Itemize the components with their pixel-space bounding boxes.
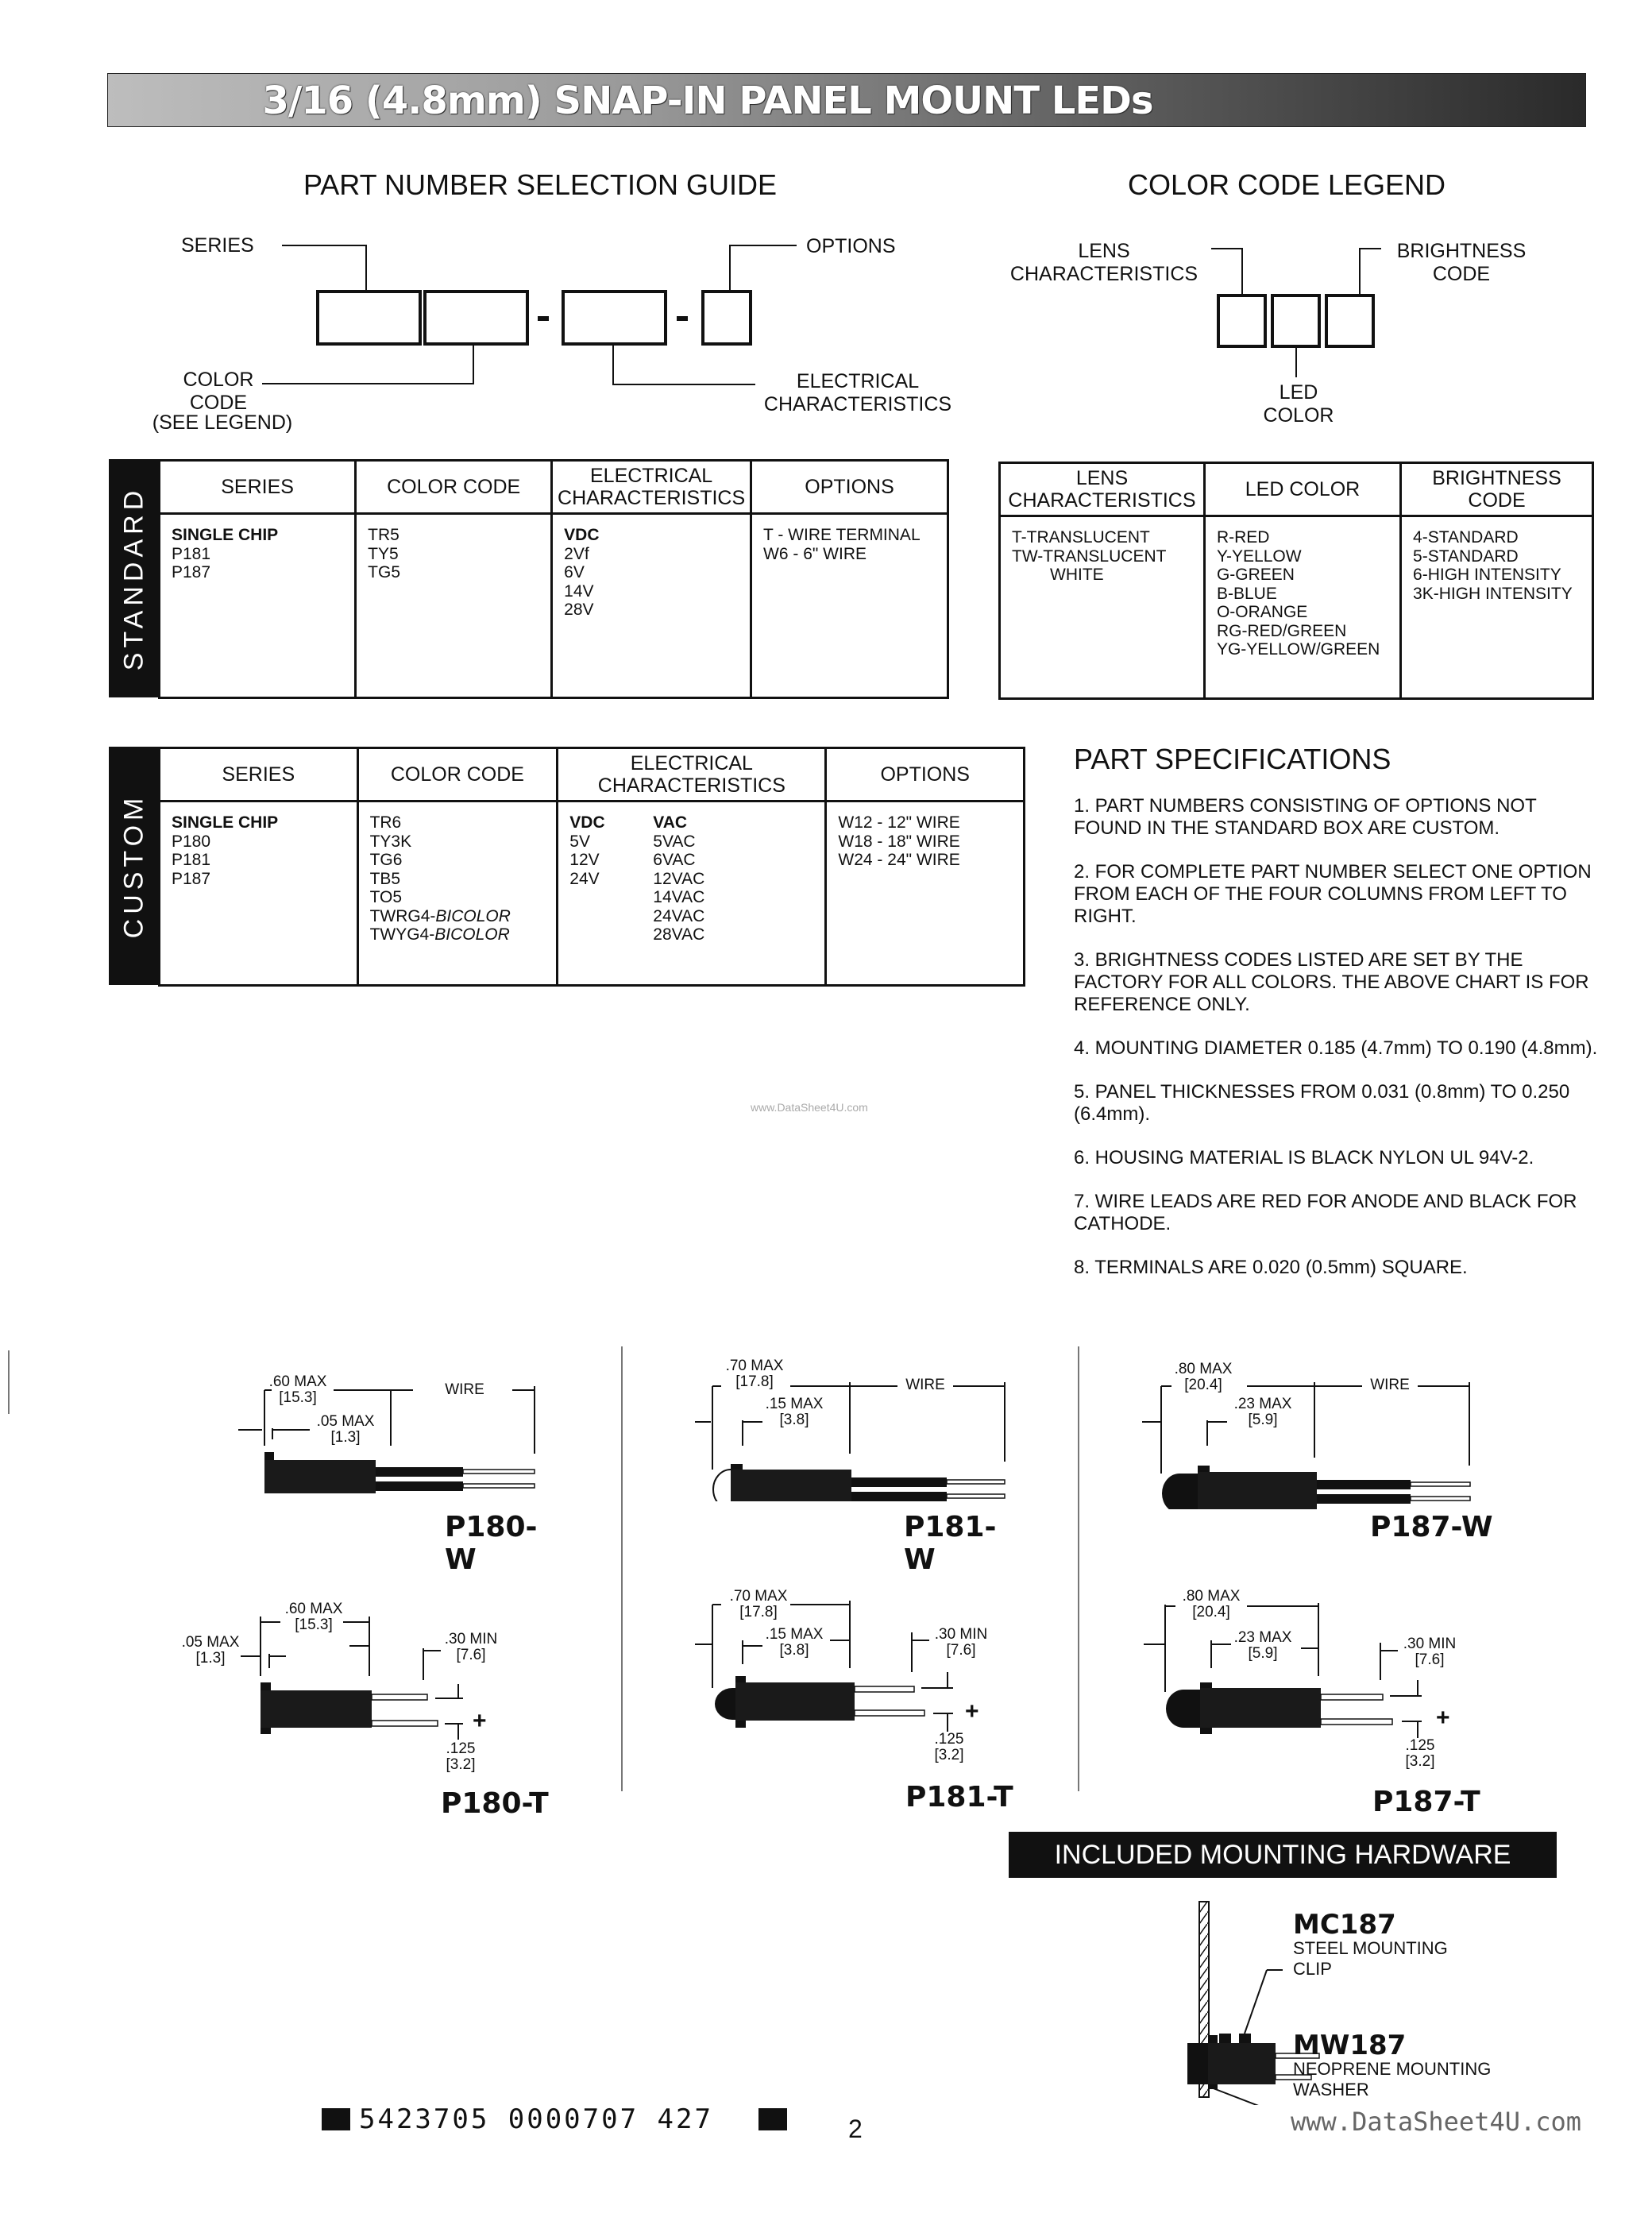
custom-table xyxy=(158,747,1025,987)
label-lens: LENS CHARACTERISTICS xyxy=(1009,240,1198,285)
drawing-p180-w: .60 MAX [15.3] .05 MAX [1.3] WIRE P180-W xyxy=(183,1366,556,1549)
series-cell: SINGLE CHIP P181 P187 xyxy=(160,514,356,698)
label-series: SERIES xyxy=(181,234,254,257)
label-brightness: BRIGHTNESS CODE xyxy=(1396,240,1527,285)
electrical-cell xyxy=(558,801,826,986)
leader-line xyxy=(262,383,474,384)
spec-item: 4. MOUNTING DIAMETER 0.185 (4.7mm) TO 0.190 (4.8mm). xyxy=(1074,1037,1598,1059)
leader-line xyxy=(282,245,365,246)
page-title: 3/16 (4.8mm) SNAP-IN PANEL MOUNT LEDs xyxy=(262,79,1153,123)
barcode-block-right xyxy=(758,2108,787,2130)
brightness-box xyxy=(1325,294,1375,348)
color-code-cell: TR6 TY3K TG6 TB5 TO5 TWRG4-BICOLOR TWYG4-BICOLOR xyxy=(357,801,558,986)
color-code-box xyxy=(423,290,529,346)
led-color-cell: R-RED Y-YELLOW G-GREEN B-BLUE O-ORANGE RG-RED/GREEN YG-YELLOW/GREEN xyxy=(1204,516,1400,699)
series-cell: SINGLE CHIP P180 P181 P187 xyxy=(160,801,358,986)
mounting-hardware-title: INCLUDED MOUNTING HARDWARE xyxy=(1009,1832,1557,1878)
leader-line xyxy=(612,384,755,385)
polarity-plus: + xyxy=(1436,1705,1450,1731)
options-box xyxy=(701,290,752,346)
model-label: P187-W xyxy=(1370,1511,1493,1543)
model-label: P180-W xyxy=(445,1511,538,1576)
model-label: P181-W xyxy=(904,1511,997,1576)
spec-item: 5. PANEL THICKNESSES FROM 0.031 (0.8mm) TO 0.250 (6.4mm). xyxy=(1074,1081,1570,1125)
leader-line xyxy=(1359,248,1381,249)
mounting-hardware-diagram xyxy=(1144,1891,1604,2105)
spec-item: 8. TERMINALS ARE 0.020 (0.5mm) SQUARE. xyxy=(1074,1257,1468,1278)
model-label: P181-T xyxy=(905,1781,1013,1813)
options-cell: W12 - 12" WIRE W18 - 18" WIRE W24 - 24" WIRE xyxy=(826,801,1025,986)
standard-table xyxy=(158,459,949,699)
led-p180-t-drawing-icon xyxy=(171,1589,600,1771)
leader-line xyxy=(612,344,614,385)
series-box xyxy=(316,290,422,346)
header-brightness: BRIGHTNESS CODE xyxy=(1401,463,1593,516)
barcode-block-left xyxy=(322,2108,350,2130)
header-color-code: COLOR CODE xyxy=(356,461,552,514)
label-led-color: LED COLOR xyxy=(1263,381,1334,427)
electrical-box xyxy=(562,290,667,346)
page-number: 2 xyxy=(848,2115,863,2143)
electrical-cell: VDC 2Vf 6V 14V 28V xyxy=(552,514,751,698)
header-series: SERIES xyxy=(160,748,358,801)
legend-table xyxy=(998,462,1594,700)
drawing-p187-w: .80 MAX [20.4] .23 MAX [5.9] WIRE P187-W xyxy=(1120,1358,1493,1549)
mounting-washer: MW187 NEOPRENE MOUNTING WASHER xyxy=(1293,2030,1492,2099)
custom-side-label: CUSTOM xyxy=(109,747,160,985)
lens-cell: T-TRANSLUCENT TW-TRANSLUCENT WHITE xyxy=(1000,516,1205,699)
header-options: OPTIONS xyxy=(751,461,948,514)
leader-line xyxy=(473,344,474,384)
spec-item: 6. HOUSING MATERIAL IS BLACK NYLON UL 94V-2. xyxy=(1074,1147,1534,1168)
color-code-cell: TR5 TY5 TG5 xyxy=(356,514,552,698)
spec-item: 1. PART NUMBERS CONSISTING OF OPTIONS NOT FOUND IN THE STANDARD BOX ARE CUSTOM. xyxy=(1074,795,1537,839)
brightness-cell: 4-STANDARD 5-STANDARD 6-HIGH INTENSITY 3K-HIGH INTENSITY xyxy=(1401,516,1593,699)
watermark-small: www.DataSheet4U.com xyxy=(751,1101,868,1114)
options-cell: T - WIRE TERMINAL W6 - 6" WIRE xyxy=(751,514,948,698)
label-see-legend: (SEE LEGEND) xyxy=(152,411,293,434)
polarity-plus: + xyxy=(473,1708,487,1734)
header-led-color: LED COLOR xyxy=(1204,463,1400,516)
leader-line xyxy=(1295,346,1297,377)
spec-item: 7. WIRE LEADS ARE RED FOR ANODE AND BLACK FOR CATHODE. xyxy=(1074,1191,1577,1234)
header-electrical: ELECTRICAL CHARACTERISTICS xyxy=(552,461,751,514)
polarity-plus: + xyxy=(965,1698,979,1725)
label-electrical: ELECTRICAL CHARACTERISTICS xyxy=(763,370,952,415)
vdc-column: VDC 5V 12V 24V xyxy=(569,813,605,888)
mounting-clip: MC187 STEEL MOUNTING CLIP xyxy=(1293,1909,1448,1979)
spec-item: 3. BRIGHTNESS CODES LISTED ARE SET BY THE FACTORY FOR ALL COLORS. THE ABOVE CHART IS FOR REFERENCE ONLY. xyxy=(1074,949,1589,1015)
led-color-box xyxy=(1271,294,1321,348)
model-label: P187-T xyxy=(1372,1786,1480,1818)
standard-side-label: STANDARD xyxy=(109,459,160,697)
barcode-text: 5423705 0000707 427 xyxy=(359,2103,713,2135)
watermark-footer: www.DataSheet4U.com xyxy=(1291,2107,1582,2137)
title-banner xyxy=(107,73,1586,127)
part-number-guide-title: PART NUMBER SELECTION GUIDE xyxy=(303,168,778,201)
drawing-p181-w: .70 MAX [17.8] .15 MAX [3.8] WIRE P181-W xyxy=(683,1358,1017,1549)
drawing-p187-t: .80 MAX [20.4] .23 MAX [5.9] .30 MIN [7.6] + .125 [3.2] P187-T xyxy=(1120,1581,1493,1819)
drawing-p180-t: .60 MAX [15.3] .05 MAX [1.3] .30 MIN [7.6] + .125 [3.2] P180-T xyxy=(171,1589,600,1819)
header-series: SERIES xyxy=(160,461,356,514)
leader-line xyxy=(729,245,797,246)
scan-mark xyxy=(8,1350,10,1414)
part-specifications-title: PART SPECIFICATIONS xyxy=(1074,743,1391,775)
lens-box xyxy=(1217,294,1267,348)
leader-line xyxy=(1241,248,1243,294)
label-options: OPTIONS xyxy=(806,235,896,257)
leader-line xyxy=(729,245,731,291)
vac-column: VAC 5VAC 6VAC 12VAC 14VAC 24VAC 28VAC xyxy=(653,813,705,944)
header-lens: LENS CHARACTERISTICS xyxy=(1000,463,1205,516)
leader-line xyxy=(1211,248,1243,249)
label-color-code: COLOR CODE xyxy=(183,369,254,414)
header-electrical: ELECTRICAL CHARACTERISTICS xyxy=(558,748,826,801)
part-specifications xyxy=(1074,743,1606,1300)
column-divider xyxy=(621,1346,623,1791)
header-options: OPTIONS xyxy=(826,748,1025,801)
model-label: P180-T xyxy=(441,1787,549,1820)
color-code-legend-title: COLOR CODE LEGEND xyxy=(1127,168,1446,201)
separator-dash xyxy=(538,316,549,321)
header-color-code: COLOR CODE xyxy=(357,748,558,801)
column-divider xyxy=(1078,1346,1079,1791)
leader-line xyxy=(1359,248,1361,294)
spec-item: 2. FOR COMPLETE PART NUMBER SELECT ONE OPTION FROM EACH OF THE FOUR COLUMNS FROM LEFT TO RIGHT. xyxy=(1074,861,1592,927)
leader-line xyxy=(365,245,367,291)
separator-dash xyxy=(677,316,688,321)
drawing-p181-t: .70 MAX [17.8] .15 MAX [3.8] .30 MIN [7.6] + .125 [3.2] P181-T xyxy=(683,1581,1017,1819)
